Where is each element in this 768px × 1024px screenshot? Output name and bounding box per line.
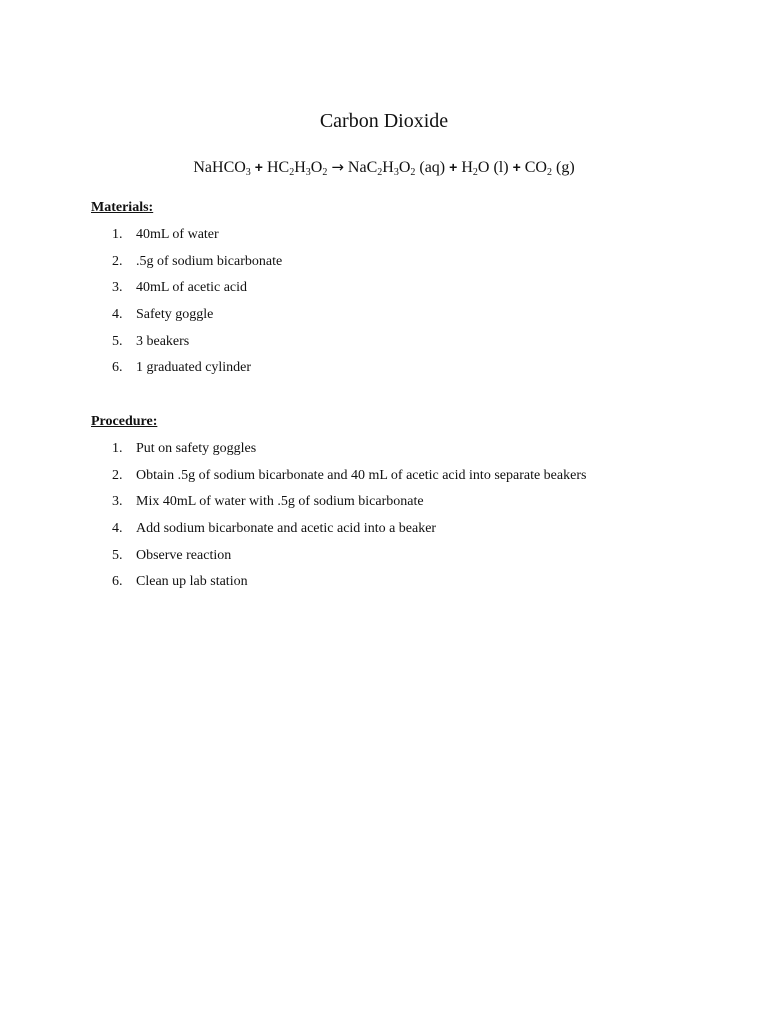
list-item: 2. Obtain .5g of sodium bicarbonate and 40 mL of acetic acid into separate beakers (112, 467, 587, 483)
reactant-acetic-acid: $HC_2H_3O_2$ (266, 159, 328, 178)
list-item: 1. Put on safety goggles (112, 441, 257, 456)
list-item: 3. 40mL of acetic acid (112, 280, 248, 296)
list-item: 2. .5g of sodium bicarbonate (112, 253, 283, 269)
plus-sign: + (254, 159, 263, 175)
list-item: 5. Observe reaction (112, 547, 232, 563)
list-item: 4. Add sodium bicarbonate and acetic acid into a beaker (112, 521, 437, 537)
procedure-heading: Procedure: (91, 414, 158, 429)
product-carbon-dioxide: $CO_2$ (g) (524, 159, 575, 178)
product-water: $H_2O$ (l) (461, 159, 509, 178)
plus-sign: + (449, 159, 458, 175)
list-item: 1. 40mL of water (112, 227, 219, 242)
reactant-sodium-bicarbonate: NaHCO$_3$ (193, 159, 251, 178)
product-sodium-acetate: $NaC_2H_3O_2$ (aq) (347, 159, 446, 178)
materials-list (112, 227, 282, 387)
arrow-right-icon: → (331, 158, 344, 176)
document-title: Carbon Dioxide (319, 110, 449, 132)
list-item: 3. Mix 40mL of water with .5g of sodium bicarbonate (112, 494, 424, 510)
chemical-equation (0, 158, 768, 177)
list-item: 5. 3 beakers (112, 333, 190, 349)
plus-sign: + (512, 159, 521, 175)
list-item: 6. Clean up lab station (112, 574, 248, 590)
list-item: 6. 1 graduated cylinder (112, 360, 252, 376)
materials-heading: Materials: (91, 200, 154, 215)
list-item: 4. Safety goggle (112, 307, 214, 323)
procedure-list (112, 441, 586, 601)
